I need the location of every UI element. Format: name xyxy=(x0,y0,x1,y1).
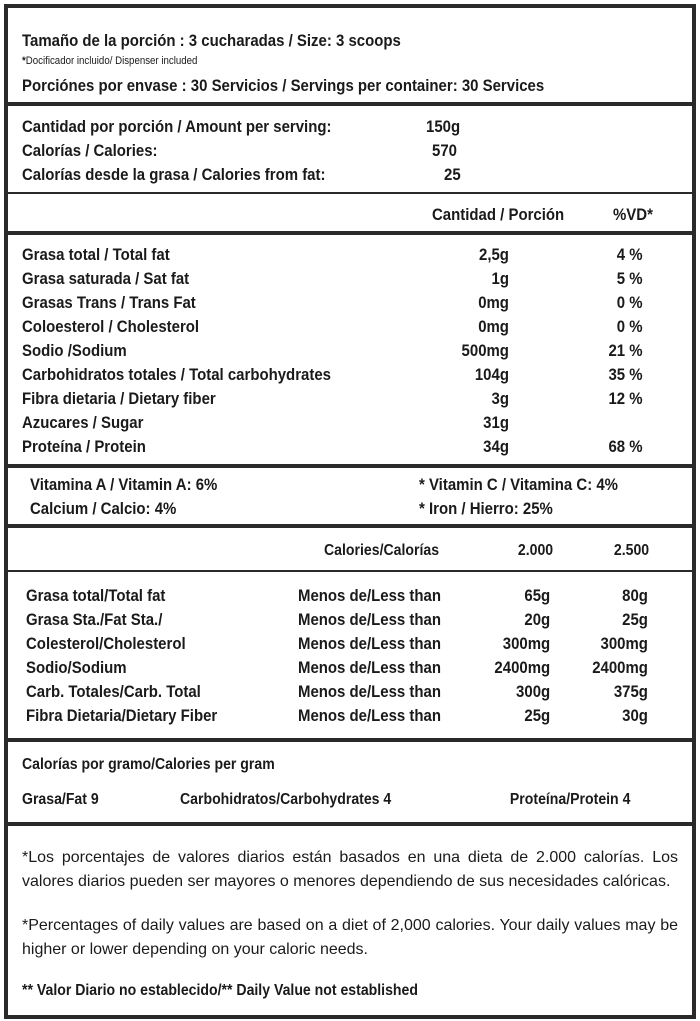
reference-qualifier: Menos de/Less than xyxy=(298,610,441,629)
serving-size: Tamaño de la porción : 3 cucharadas / Size: 3 scoops xyxy=(22,31,401,50)
calories-label: Calorías / Calories: xyxy=(22,141,158,160)
footnote-daily-value: ** Valor Diario no establecido/** Daily Value not established xyxy=(22,982,418,999)
calcium: Calcium / Calcio: 4% xyxy=(30,499,177,518)
nutrient-dv: 4 % xyxy=(616,245,643,264)
nutrient-amount: 0mg xyxy=(478,293,509,312)
nutrient-dv: 21 % xyxy=(608,341,643,360)
divider xyxy=(8,464,692,468)
calories-fat-value: 25 xyxy=(444,165,461,184)
nutrition-facts-panel xyxy=(4,4,696,1019)
reference-header-2000: 2.000 xyxy=(517,542,554,559)
reference-2500: 80g xyxy=(622,586,648,605)
reference-2000: 20g xyxy=(524,610,551,629)
per-gram-title: Calorías por gramo/Calories per gram xyxy=(22,756,275,773)
reference-label: Fibra Dietaria/Dietary Fiber xyxy=(26,706,218,725)
nutrient-label: Grasas Trans / Trans Fat xyxy=(22,293,196,312)
footnote-spanish: *Los porcentajes de valores diarios están basados en una dieta de 2.000 calorías. Los valores diarios pueden ser mayores o menores dependiendo de sus necesidades calóricas. xyxy=(22,849,678,890)
divider xyxy=(8,822,692,826)
nutrient-dv: 68 % xyxy=(608,437,643,456)
reference-label: Sodio/Sodium xyxy=(26,658,127,677)
nutrient-label: Azucares / Sugar xyxy=(22,413,144,432)
reference-label: Colesterol/Cholesterol xyxy=(26,634,186,653)
nutrient-amount: 500mg xyxy=(461,341,509,360)
nutrients-header-amount: Cantidad / Porción xyxy=(432,205,565,224)
divider xyxy=(8,102,692,106)
reference-label: Grasa total/Total fat xyxy=(26,586,166,605)
vitamin-c: * Vitamin C / Vitamina C: 4% xyxy=(419,475,618,494)
reference-header-2500: 2.500 xyxy=(613,542,650,559)
nutrient-amount: 0mg xyxy=(478,317,509,336)
nutrient-amount: 34g xyxy=(483,437,509,456)
divider xyxy=(8,231,692,235)
nutrient-amount: 31g xyxy=(483,413,509,432)
amount-label: Cantidad por porción / Amount per serving: xyxy=(22,117,332,136)
nutrients-header-dv: %VD* xyxy=(613,205,653,224)
reference-2500: 2400mg xyxy=(592,658,648,677)
reference-label: Grasa Sta./Fat Sta./ xyxy=(26,610,163,629)
nutrient-label: Grasa total / Total fat xyxy=(22,245,170,264)
divider xyxy=(8,192,692,194)
reference-2000: 2400mg xyxy=(494,658,551,677)
amount-value: 150g xyxy=(426,117,461,136)
nutrient-label: Sodio /Sodium xyxy=(22,341,127,360)
nutrient-dv: 0 % xyxy=(616,317,643,336)
dispenser-note-star: * xyxy=(22,55,26,67)
nutrient-amount: 104g xyxy=(474,365,509,384)
iron: * Iron / Hierro: 25% xyxy=(419,499,553,518)
calories-value: 570 xyxy=(432,141,457,160)
nutrient-dv: 5 % xyxy=(616,269,643,288)
dispenser-note xyxy=(22,55,197,68)
reference-2000: 65g xyxy=(524,586,551,605)
nutrient-label: Proteína / Protein xyxy=(22,437,146,456)
per-gram-protein: Proteína/Protein 4 xyxy=(509,791,631,808)
reference-2000: 300mg xyxy=(502,634,551,653)
reference-qualifier: Menos de/Less than xyxy=(298,706,441,725)
nutrient-amount: 2,5g xyxy=(479,245,509,264)
reference-qualifier: Menos de/Less than xyxy=(298,682,441,701)
nutrient-dv: 35 % xyxy=(608,365,643,384)
reference-2000: 300g xyxy=(516,682,551,701)
footnote-english: *Percentages of daily values are based on a diet of 2,000 calories. Your daily values may be higher or lower depending on your caloric needs. xyxy=(22,917,678,958)
reference-qualifier: Menos de/Less than xyxy=(298,658,441,677)
reference-header-label: Calories/Calorías xyxy=(324,542,440,559)
reference-label: Carb. Totales/Carb. Total xyxy=(26,682,201,701)
nutrient-label: Coloesterol / Cholesterol xyxy=(22,317,200,336)
per-gram-carb: Carbohidratos/Carbohydrates 4 xyxy=(180,791,392,808)
nutrient-dv: 12 % xyxy=(608,389,643,408)
nutrient-label: Fibra dietaria / Dietary fiber xyxy=(22,389,216,408)
nutrient-amount: 3g xyxy=(491,389,509,408)
per-gram-fat: Grasa/Fat 9 xyxy=(22,791,99,808)
nutrient-label: Grasa saturada / Sat fat xyxy=(22,269,190,288)
reference-qualifier: Menos de/Less than xyxy=(298,634,441,653)
calories-fat-label: Calorías desde la grasa / Calories from fat: xyxy=(22,165,326,184)
divider xyxy=(8,524,692,528)
vitamin-a: Vitamina A / Vitamin A: 6% xyxy=(30,475,218,494)
reference-2500: 30g xyxy=(622,706,648,725)
reference-qualifier: Menos de/Less than xyxy=(298,586,441,605)
divider xyxy=(8,570,692,572)
reference-2000: 25g xyxy=(524,706,551,725)
reference-2500: 375g xyxy=(613,682,648,701)
reference-2500: 25g xyxy=(622,610,648,629)
dispenser-note-text: Docificador incluido/ Dispenser included xyxy=(25,55,198,67)
reference-2500: 300mg xyxy=(600,634,648,653)
nutrient-dv: 0 % xyxy=(616,293,643,312)
nutrient-amount: 1g xyxy=(491,269,509,288)
servings-per-container: Porciónes por envase : 30 Servicios / Servings per container: 30 Services xyxy=(22,76,545,95)
nutrient-label: Carbohidratos totales / Total carbohydrates xyxy=(22,365,331,384)
divider xyxy=(8,738,692,742)
